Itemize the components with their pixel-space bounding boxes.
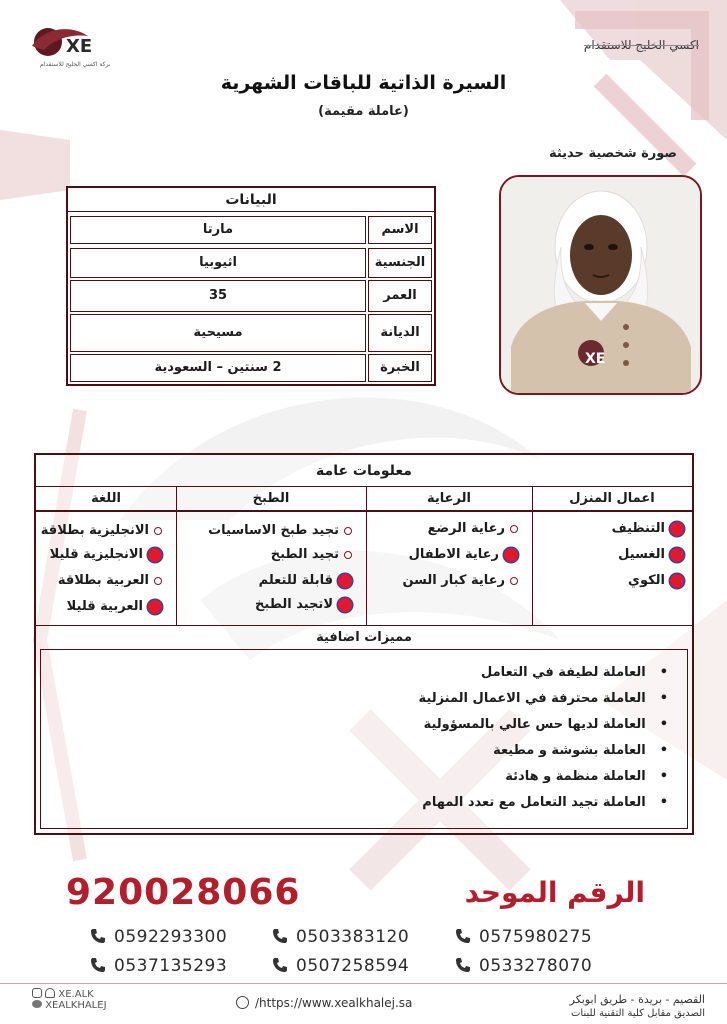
skill-item: رعاية الاطفال: [409, 547, 518, 562]
checked-dot-icon: [338, 598, 352, 612]
phone-number[interactable]: 0507258594: [272, 956, 409, 976]
page-title: السيرة الذاتية للباقات الشهرية: [220, 72, 507, 94]
skill-item: رعاية كبار السن: [402, 573, 518, 588]
worker-photo: [499, 175, 702, 395]
bio-label-experience: الخبرة: [368, 354, 432, 382]
bio-value-religion: مسيحية: [70, 314, 366, 352]
address-line: القصيم - بريدة - طريق ابوبكر: [569, 993, 705, 1006]
bio-label-religion: الديانة: [368, 314, 432, 352]
feature-item: • العاملة منظمة و هادئة: [505, 769, 668, 784]
feature-item: • العاملة بشوشة و مطيعة: [493, 743, 668, 758]
footer-divider: [0, 983, 727, 984]
social-handle: XE.ALK: [58, 989, 94, 1000]
skill-item: تجيد الطبخ: [271, 547, 352, 562]
phone-icon: [272, 957, 288, 973]
twitter-icon: [32, 1000, 42, 1008]
checked-dot-icon: [338, 574, 352, 588]
bio-value-name: مارتا: [70, 216, 366, 244]
feature-item: • العاملة لطيفة في التعامل: [481, 665, 668, 680]
feature-item: • العاملة لديها حس عالي بالمسؤولية: [424, 717, 668, 732]
social-handles: [32, 988, 107, 1011]
checked-dot-icon: [504, 548, 518, 562]
phone-icon: [455, 957, 471, 973]
phone-number[interactable]: 0575980275: [455, 927, 592, 947]
phone-icon: [90, 928, 106, 944]
unified-number[interactable]: 920028066: [66, 872, 301, 913]
snapchat-icon: [45, 988, 55, 998]
skill-item: تجيد طبخ الاساسيات: [208, 523, 352, 538]
phone-icon: [455, 928, 471, 944]
bio-label-age: العمر: [368, 280, 432, 312]
checked-dot-icon: [670, 548, 684, 562]
checked-dot-icon: [148, 548, 162, 562]
feature-item: • العاملة تجيد التعامل مع تعدد المهام: [422, 795, 668, 810]
skill-item: الانجليزية قليلا: [50, 547, 162, 562]
company-name: اكسي الخليج للاستقدام: [583, 38, 699, 52]
skill-item: قابلة للتعلم: [259, 573, 352, 588]
unchecked-dot-icon: [510, 577, 518, 585]
unchecked-dot-icon: [344, 527, 352, 535]
skill-item: العربية قليلا: [67, 599, 162, 614]
column-header-language: اللغة: [36, 487, 176, 511]
column-header-care: الرعاية: [366, 487, 532, 511]
skill-item: التنظيف: [612, 521, 684, 536]
feature-item: • العاملة محترفة في الاعمال المنزلية: [419, 691, 669, 706]
unchecked-dot-icon: [344, 551, 352, 559]
instagram-icon: [32, 988, 42, 998]
phone-number[interactable]: 0503383120: [272, 927, 409, 947]
phone-number[interactable]: 0533278070: [455, 956, 592, 976]
shirt-logo-text: XE: [585, 351, 606, 367]
row-divider: [36, 511, 692, 512]
globe-icon: [236, 996, 249, 1009]
company-logo: [26, 14, 110, 70]
address-line: الصديق مقابل كلية التقنية للبنات: [570, 1008, 705, 1019]
general-info-heading: معلومات عامة: [36, 455, 692, 487]
column-header-housework: اعمال المنزل: [532, 487, 692, 511]
social-row-1[interactable]: [32, 988, 107, 1000]
bio-heading: البيانات: [68, 188, 434, 212]
bio-value-age: 35: [70, 280, 366, 312]
general-info-section: [34, 453, 694, 835]
unified-number-label: الرقم الموحد: [464, 876, 645, 909]
phone-icon: [90, 957, 106, 973]
unchecked-dot-icon: [510, 525, 518, 533]
bio-label-nationality: الجنسية: [368, 248, 432, 278]
skill-item: الكوي: [628, 573, 684, 588]
checked-dot-icon: [148, 600, 162, 614]
bio-value-experience: 2 سنتين – السعودية: [70, 354, 366, 382]
logo-subtext: شركة اكسي الخليج للاستقدام: [40, 61, 110, 68]
column-header-cooking: الطبخ: [176, 487, 366, 511]
column-divider: [366, 487, 367, 625]
page-subtitle: (عاملة مقيمة): [318, 104, 409, 119]
phone-icon: [272, 928, 288, 944]
column-divider: [176, 487, 177, 625]
skill-item: الغسيل: [618, 547, 684, 562]
column-divider: [532, 487, 533, 625]
skill-item: رعاية الرضع: [428, 521, 518, 536]
photo-caption: صورة شخصية حديثة: [548, 146, 677, 161]
logo-text: XE: [66, 36, 93, 57]
features-heading: مميزات اضافية: [316, 630, 412, 645]
checked-dot-icon: [670, 522, 684, 536]
social-handle: XEALKHALEJ: [45, 1000, 107, 1011]
unchecked-dot-icon: [154, 577, 162, 585]
website-link[interactable]: /https://www.xealkhalej.sa: [236, 996, 412, 1010]
phone-number[interactable]: 0537135293: [90, 956, 227, 976]
unchecked-dot-icon: [154, 527, 162, 535]
skill-item: لاتجيد الطبخ: [255, 597, 352, 612]
bio-label-name: الاسم: [368, 216, 432, 244]
social-row-2[interactable]: [32, 1000, 107, 1011]
bio-data-table: [66, 186, 436, 386]
phone-number[interactable]: 0592293300: [90, 927, 227, 947]
skill-item: الانجليزية بطلاقة: [41, 523, 162, 538]
bio-value-nationality: اثيوبيا: [70, 248, 366, 278]
checked-dot-icon: [670, 574, 684, 588]
skill-item: العربية بطلاقة: [58, 573, 162, 588]
